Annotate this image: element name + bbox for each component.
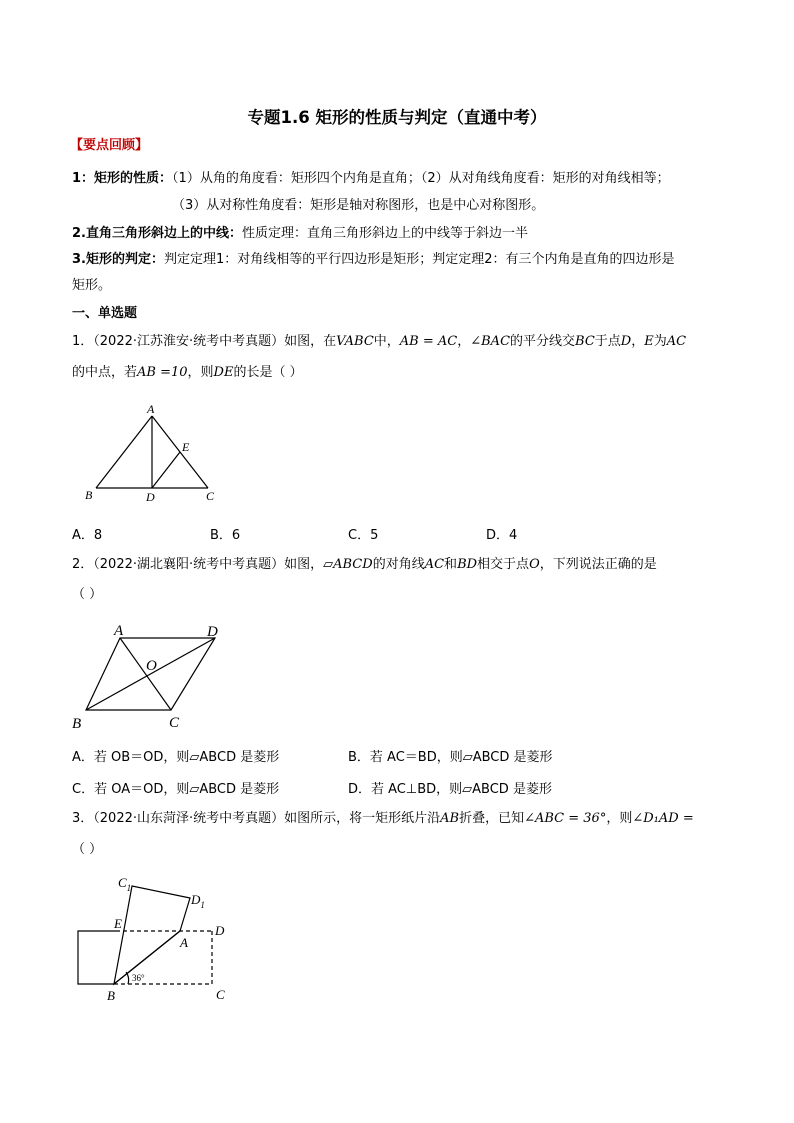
- q1-point: D: [620, 334, 632, 349]
- q2-parallelogram-figure: [70, 618, 240, 736]
- q2-text: 的对角线: [372, 557, 425, 572]
- q2-label-d: D: [207, 624, 218, 640]
- q3-label-e: E: [114, 916, 122, 931]
- q3-label-d: D: [215, 923, 225, 938]
- q3-angle-label: 36°: [132, 973, 145, 983]
- q2-diagonal-ac: [120, 638, 171, 710]
- q1-triangle-figure: [80, 400, 240, 510]
- q1-text: 的平分线交: [510, 334, 576, 349]
- q2-point: O: [529, 557, 540, 572]
- q1-text: ，: [457, 334, 471, 349]
- q1-text: 为: [653, 334, 667, 349]
- q2-label-b: B: [72, 716, 82, 732]
- q3-label-c: C: [216, 987, 225, 1002]
- point-1: [72, 170, 670, 188]
- q2-option-a[interactable]: A．若 OB＝OD，则▱ABCD 是菱形: [72, 750, 280, 765]
- q2-option-b[interactable]: B．若 AC＝BD，则▱ABCD 是菱形: [348, 750, 553, 765]
- q1-triangle: VABC: [336, 334, 374, 349]
- point-3-cont: 矩形。: [72, 278, 112, 293]
- q1-equation: AB = AC: [399, 334, 458, 349]
- q2-label-o: O: [146, 658, 157, 674]
- point-1-cont: （3）从对称性角度看：矩形是轴对称图形，也是中心对称图形。: [172, 198, 545, 213]
- point-1-text: （1）从角的角度看：矩形四个内角是直角；（2）从对角线角度看：矩形的对角线相等；: [172, 171, 670, 186]
- point-3: [72, 251, 675, 269]
- point-3-text: 判定定理1：对角线相等的平行四边形是矩形；判定定理2：有三个内角是直角的四边形是: [163, 252, 675, 267]
- point-3-label: 3.矩形的判定：: [72, 252, 164, 267]
- q3-fold-line-ab: [114, 931, 180, 984]
- q1-label-a: A: [147, 402, 155, 416]
- q1-option-d[interactable]: D．4: [486, 528, 518, 543]
- q3-line2: （ ）: [72, 842, 103, 857]
- q2-text: 2．（2022·湖北襄阳·统考中考真题）如图，: [72, 557, 324, 572]
- q1-option-b[interactable]: B．6: [210, 528, 241, 543]
- point-2-label: 2.直角三角形斜边上的中线：: [72, 226, 242, 241]
- point-2-text: 性质定理：直角三角形斜边上的中线等于斜边一半: [241, 226, 528, 241]
- q2-text: 和: [444, 557, 458, 572]
- q2-label-a: A: [114, 623, 124, 639]
- q3-angle: ∠ABC = 36°: [524, 811, 607, 826]
- q1-text: 的中点，若: [72, 365, 138, 380]
- q3-line1: [72, 810, 694, 828]
- q1-segment: AC: [666, 334, 687, 349]
- q2-segment: BD: [457, 557, 478, 572]
- q1-segment: DE: [213, 365, 234, 380]
- q1-line2: [72, 364, 303, 382]
- q3-rect-left: [78, 931, 116, 984]
- q1-text: 于点: [594, 334, 621, 349]
- point-2: [72, 225, 528, 243]
- q3-text: ，则: [606, 811, 633, 826]
- q1-point: E: [644, 334, 654, 349]
- q1-text: ，则: [187, 365, 214, 380]
- q1-option-c[interactable]: C．5: [348, 528, 379, 543]
- q3-fold-figure: [70, 868, 250, 1008]
- q2-text: 相交于点: [477, 557, 530, 572]
- q3-segment: AB: [440, 811, 460, 826]
- q2-parallelogram: ▱ABCD: [323, 557, 373, 572]
- q1-text: 的长是（ ）: [233, 365, 303, 380]
- q1-angle: ∠BAC: [470, 334, 511, 349]
- q1-line1: [72, 333, 686, 351]
- q1-side-ab: [96, 416, 152, 488]
- q3-folded-part: [114, 886, 190, 984]
- q1-label-b: B: [85, 488, 93, 502]
- single-choice-heading: 一、单选题: [72, 306, 138, 321]
- q1-equation: AB =10: [137, 365, 188, 380]
- q3-text: 折叠，已知: [459, 811, 525, 826]
- q3-text: 3．（2022·山东菏泽·统考中考真题）如图所示，将一矩形纸片沿: [72, 811, 441, 826]
- q1-text: 中，: [373, 334, 400, 349]
- q3-label-c1: $C_1$: [118, 875, 132, 893]
- q2-line2: （ ）: [72, 587, 103, 602]
- q1-text: ，: [631, 334, 645, 349]
- q1-label-c: C: [206, 489, 215, 503]
- q3-result: ∠D₁AD =: [632, 811, 694, 826]
- q1-label-d: D: [146, 490, 155, 504]
- q3-label-a: A: [180, 935, 188, 950]
- page-title: 专题1.6 矩形的性质与判定（直通中考）: [247, 108, 547, 127]
- q3-label-d1: $D_1$: [191, 892, 205, 910]
- q1-option-a[interactable]: A．8: [72, 528, 103, 543]
- q1-text: 1．（2022·江苏淮安·统考中考真题）如图，在: [72, 334, 337, 349]
- q2-option-c[interactable]: C．若 OA＝OD，则▱ABCD 是菱形: [72, 782, 280, 797]
- q2-option-d[interactable]: D．若 AC⊥BD，则▱ABCD 是菱形: [348, 782, 552, 797]
- point-1-label: 1：矩形的性质：: [72, 171, 173, 186]
- q2-label-c: C: [169, 715, 180, 731]
- review-heading: 【要点回顾】: [70, 138, 149, 153]
- q2-text: ，下列说法正确的是: [539, 557, 657, 572]
- q1-label-e: E: [182, 440, 190, 454]
- q1-segment-de: [152, 452, 180, 488]
- q2-line1: [72, 556, 657, 574]
- q3-label-b: B: [107, 988, 115, 1003]
- q2-segment: AC: [424, 557, 445, 572]
- q2-diagonal-bd: [86, 638, 215, 710]
- q1-segment: BC: [575, 334, 595, 349]
